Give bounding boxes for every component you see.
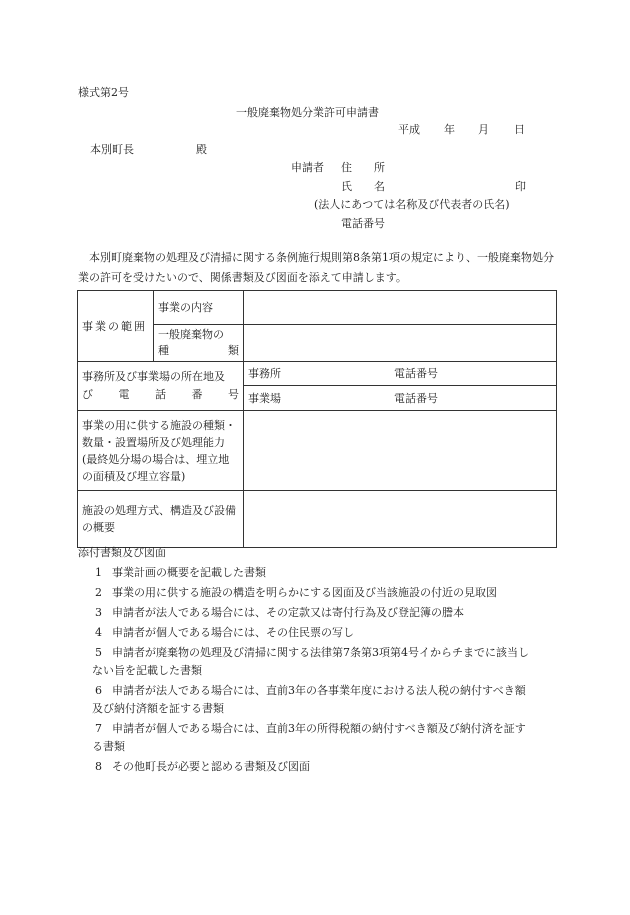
site-phone-label: 電話番号 [394, 391, 438, 405]
document-title: 一般廃棄物処分業許可申請書 [236, 106, 379, 119]
addressee-name: 本別町長 [90, 143, 134, 156]
location-label [78, 362, 244, 411]
attachment-item: 3 申請者が法人である場合には、その定款又は寄付行為及び登記簿の謄本 [95, 606, 464, 619]
addressee-honorific: 殿 [196, 143, 207, 156]
attachment-item: 1 事業計画の概要を記載した書類 [95, 566, 266, 579]
date-year: 年 [444, 123, 455, 136]
corporation-note: (法人にあつては名称及び代表者の氏名) [314, 198, 510, 211]
location-label-line2: び 電 話 番 号 [82, 388, 239, 401]
scope-label: 事業の範囲 [78, 291, 154, 362]
applicant-label: 申請者 [291, 161, 324, 174]
applicant-phone-label: 電話番号 [341, 217, 385, 230]
waste-type-label-line1: 一般廃棄物の [158, 328, 224, 341]
facility-value [244, 411, 557, 491]
attachment-item: 6 申請者が法人である場合には、直前3年の各事業年度における法人税の納付すべき額 及び納付済額を証する書類 [92, 684, 526, 715]
office-row [244, 362, 556, 386]
date-day: 日 [514, 123, 525, 136]
seal-mark: 印 [515, 180, 526, 193]
facility-label: 事業の用に供する施設の種類・数量・設置場所及び処理能力(最終処分場の場合は、埋立地の面積及び埋立容量) [78, 411, 244, 491]
office-phone-label: 電話番号 [394, 367, 438, 380]
attachments-list [78, 563, 558, 777]
attachment-item: 7 申請者が個人である場合には、直前3年の所得税額の納付すべき額及び納付済を証す る書類 [92, 722, 526, 753]
application-form-table [77, 290, 557, 548]
method-label: 施設の処理方式、構造及び設備の概要 [78, 491, 244, 548]
content-label: 事業の内容 [154, 291, 244, 325]
site-row [244, 386, 556, 410]
waste-type-label-line2: 種 類 [158, 344, 239, 357]
application-statement: 本別町廃棄物の処理及び清掃に関する条例施行規則第8条第1項の規定により、一般廃棄物処分業の許可を受けたいので、関係書類及び図面を添えて申請します。 [78, 251, 554, 284]
attachment-item: 2 事業の用に供する施設の構造を明らかにする図面及び当該施設の付近の見取図 [95, 586, 497, 599]
site-label: 事業場 [248, 391, 281, 405]
attachments-heading: 添付書類及び図面 [78, 546, 166, 559]
office-label: 事務所 [248, 367, 281, 380]
waste-type-value [244, 325, 557, 362]
attachment-item: 5 申請者が廃棄物の処理及び清掃に関する法律第7条第3項第4号イからチまでに該当し ない旨を記載した書類 [92, 646, 529, 677]
method-value [244, 491, 557, 548]
waste-type-label [154, 325, 244, 362]
location-label-line1: 事務所及び事業場の所在地及 [82, 370, 225, 383]
attachment-item: 4 申請者が個人である場合には、その住民票の写し [95, 626, 354, 639]
content-value [244, 291, 557, 325]
applicant-name-label: 氏 名 [341, 180, 385, 193]
location-values [244, 362, 557, 411]
applicant-address-label: 住 所 [341, 161, 385, 174]
date-month: 月 [478, 123, 489, 136]
date-era: 平成 [398, 123, 420, 136]
form-number: 様式第2号 [78, 86, 129, 99]
attachment-item: 8 その他町長が必要と認める書類及び図面 [95, 760, 310, 773]
